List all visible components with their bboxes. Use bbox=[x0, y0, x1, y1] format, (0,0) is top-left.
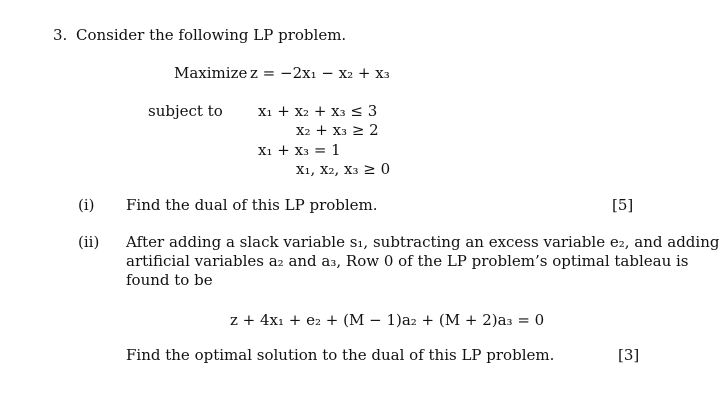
question-number: 3. bbox=[53, 26, 68, 44]
constraint-3 bbox=[258, 141, 341, 159]
question-title: Consider the following LP problem. bbox=[76, 26, 347, 44]
part-i-marks: [5] bbox=[612, 196, 634, 214]
constraint-3-text: x₁ + x₃ = 1 bbox=[258, 141, 341, 159]
objective-text: z = −2x₁ − x₂ + x₃ bbox=[250, 64, 390, 82]
objective-function bbox=[250, 64, 390, 82]
constraint-2: x₂ + x₃ ≥ 2 bbox=[296, 121, 379, 139]
constraint-1: x₁ + x₂ + x₃ ≤ 3 bbox=[258, 102, 378, 120]
part-i-text: Find the dual of this LP problem. bbox=[126, 196, 378, 214]
row0-equation: z + 4x₁ + e₂ + (M − 1)a₂ + (M + 2)a₃ = 0 bbox=[230, 311, 545, 329]
part-ii-label: (ii) bbox=[78, 233, 100, 251]
part-ii-line-3: found to be bbox=[126, 271, 213, 289]
subject-to-label: subject to bbox=[148, 102, 223, 120]
part-ii-final: Find the optimal solution to the dual of this LP problem. bbox=[126, 346, 555, 364]
part-i-label: (i) bbox=[78, 196, 95, 214]
part-ii-marks: [3] bbox=[618, 346, 640, 364]
part-ii-line-2: artificial variables a₂ and a₃, Row 0 of the LP problem’s optimal tableau is bbox=[126, 252, 689, 270]
objective-label: Maximize bbox=[174, 64, 248, 82]
constraint-nonneg: x₁, x₂, x₃ ≥ 0 bbox=[296, 160, 391, 178]
part-ii-line-1: After adding a slack variable s₁, subtracting an excess variable e₂, and adding bbox=[126, 233, 720, 251]
